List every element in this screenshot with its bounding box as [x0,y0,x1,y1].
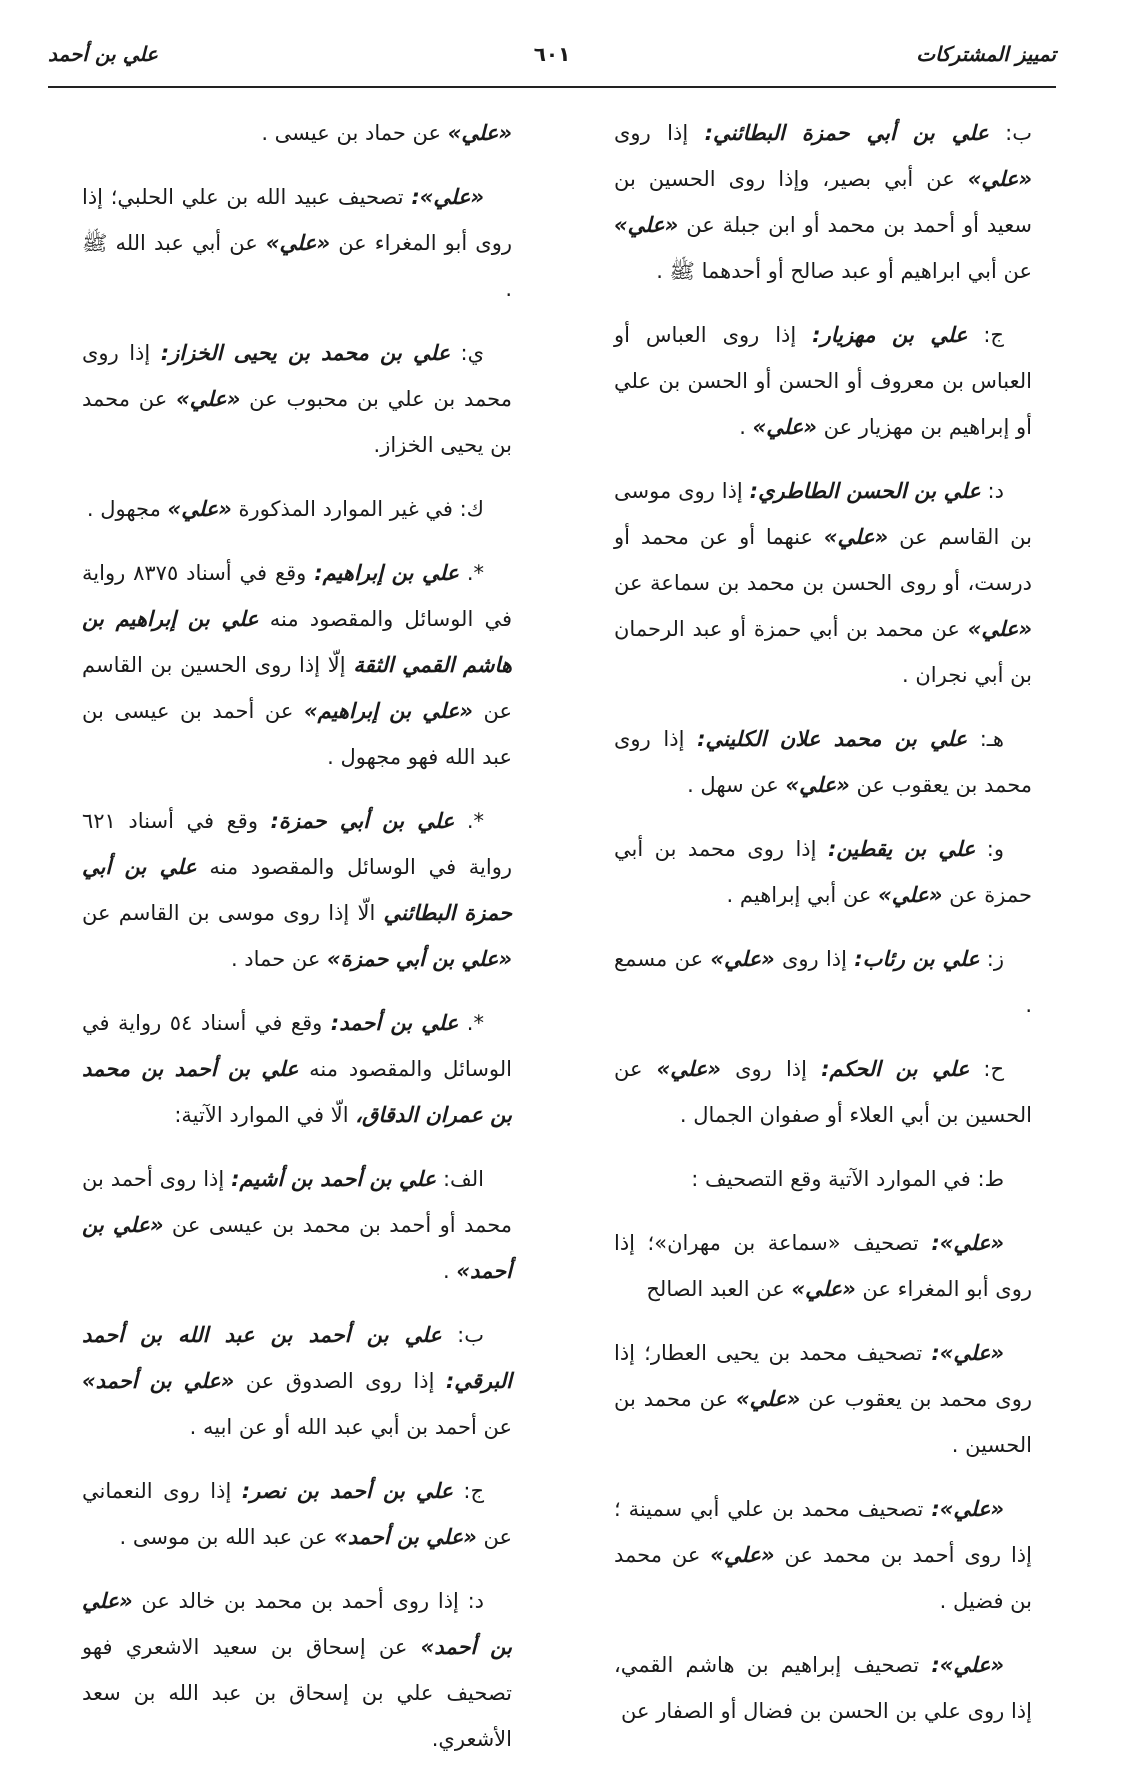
paragraph [82,330,512,468]
paragraph [614,1330,1032,1468]
paragraph [614,1486,1032,1624]
paragraph [82,1468,512,1560]
paragraph [82,110,512,156]
emphasized-text: «علي» [967,167,1032,191]
emphasized-text: علي بن الحسن الطاطري: [749,479,981,503]
text-segment: عن محمد بن فضيل . [614,1543,1032,1613]
paragraph [614,1220,1032,1312]
emphasized-text: علي بن أحمد بن نصر: [241,1479,453,1503]
left-column [82,110,512,1780]
page-number: ٦٠١ [533,42,571,66]
text-segment: ج: [452,1479,484,1503]
emphasized-text: «علي»: [931,1653,1004,1677]
emphasized-text: علي بن محمد بن يحيى الخزاز: [160,341,450,365]
text-segment: ي: [450,341,485,365]
text-segment: ج: [967,323,1004,347]
emphasized-text: «علي» [791,1277,856,1301]
text-segment: إذا روى الصدوق عن [234,1369,446,1393]
paragraph [614,312,1032,450]
text-segment: عن أبي عبد الله ﷺ . [82,231,512,301]
text-segment: عنهما أو عن محمد أو درست، أو روى الحسن بن محمد بن سماعة عن [614,525,1032,595]
emphasized-text: علي بن مهزيار: [812,323,968,347]
paragraph [82,1000,512,1138]
emphasized-text: «علي» [967,617,1032,641]
emphasized-text: «علي بن أحمد» [82,1213,512,1283]
emphasized-text: «علي»: [411,185,484,209]
header-section-title: علي بن أحمد [48,42,158,66]
emphasized-text: علي بن أبي حمزة البطائني [82,855,512,925]
paragraph [614,1156,1032,1202]
text-segment: عن أبي إبراهيم . [726,883,879,907]
text-segment: إذا روى العباس أو العباس بن معروف أو الحسن أو الحسن بن علي أو إبراهيم بن مهزيار عن [614,323,1032,439]
text-segment: عن أحمد بن عيسى بن عبد الله فهو مجهول . [82,699,512,769]
emphasized-text: علي بن الحكم: [821,1057,970,1081]
text-segment: عن حماد بن عيسى . [261,121,448,145]
text-segment: ط: في الموارد الآتية وقع التصحيف : [691,1167,1004,1191]
text-segment: عن العبد الصالح [646,1277,792,1301]
emphasized-text: «علي» [752,415,817,439]
text-segment: الّا في الموارد الآتية: [174,1103,356,1127]
emphasized-text: «علي» [710,947,775,971]
text-segment: عن محمد بن الحسين . [614,1387,1032,1457]
emphasized-text: «علي» [656,1057,721,1081]
emphasized-text: «علي»: [931,1497,1004,1521]
emphasized-text: علي بن أحمد بن عبد الله بن أحمد البرقي: [82,1323,512,1393]
emphasized-text: علي بن إبراهيم بن هاشم القمي الثقة [82,607,512,677]
text-segment: تصحيف محمد بن علي أبي سمينة ؛ إذا روى أحمد بن محمد عن [614,1497,1032,1567]
paragraph [82,1578,512,1762]
emphasized-text: «علي»: [931,1231,1004,1255]
text-segment: إذا روى [614,121,705,145]
text-segment: إذا روى [774,947,855,971]
emphasized-text: «علي» [447,121,512,145]
text-segment: عن الحسين بن أبي العلاء أو صفوان الجمال . [614,1057,1032,1127]
text-segment: إذا روى النعماني عن [82,1479,512,1549]
emphasized-text: «علي» [785,773,850,797]
emphasized-text: «علي بن أحمد» [82,1369,235,1393]
text-segment: . [739,415,753,439]
paragraph [614,1642,1032,1734]
text-segment: الّا إذا روى موسى بن القاسم عن [82,901,384,925]
text-segment: وقع في أسناد ٦٢١ رواية في الوسائل والمقصود منه [82,809,513,879]
paragraph [82,486,512,532]
emphasized-text: «علي»: [931,1341,1004,1365]
emphasized-text: علي بن إبراهيم: [314,561,459,585]
emphasized-text: «علي» [736,1387,801,1411]
emphasized-text: «علي» [265,231,331,255]
text-segment: إذا روى [720,1057,822,1081]
paragraph [614,936,1032,1028]
text-segment: ز: [979,947,1004,971]
emphasized-text: «علي بن أحمد» [82,1589,512,1659]
emphasized-text: علي بن يقطين: [827,837,976,861]
text-segment: ب: [441,1323,484,1347]
text-segment: وقع في أسناد ٨٣٧٥ رواية في الوسائل والمقصود منه [82,561,512,631]
emphasized-text: «علي» [614,213,679,237]
text-segment: عن محمد بن يحيى الخزاز. [82,387,512,457]
text-segment: إذا روى محمد بن يعقوب عن [614,727,1032,797]
text-segment: عن إسحاق بن سعيد الاشعري فهو تصحيف علي بن إسحاق بن عبد الله بن سعد الأشعري. [82,1635,512,1751]
text-segment: د: إذا روى أحمد بن محمد بن خالد عن [132,1589,484,1613]
text-segment: *. [454,809,484,833]
paragraph [82,174,512,312]
text-segment: . [443,1259,457,1283]
text-segment: إلّا إذا روى الحسين بن القاسم عن [82,653,512,723]
emphasized-text: «علي» [167,497,232,521]
paragraph [614,826,1032,918]
text-segment: و: [975,837,1004,861]
text-segment: د: [980,479,1004,503]
text-segment: وقع في أسناد ٥٤ رواية في الوسائل والمقصود منه [82,1011,512,1081]
emphasized-text: «علي» [176,387,241,411]
emphasized-text: «علي» [878,883,943,907]
paragraph [614,110,1032,294]
emphasized-text: علي بن أحمد بن أشيم: [231,1167,437,1191]
paragraph [614,468,1032,698]
text-segment: تصحيف محمد بن يحيى العطار؛ إذا روى محمد بن يعقوب عن [614,1341,1032,1411]
emphasized-text: «علي بن إبراهيم» [303,699,473,723]
paragraph [82,1156,512,1294]
text-segment: إذا روى أحمد بن محمد أو أحمد بن محمد بن عيسى عن [82,1167,512,1237]
running-header [48,30,1056,88]
header-book-title: تمييز المشتركات [916,42,1056,66]
right-column [614,110,1032,1752]
text-segment: عن أبي ابراهيم أو عبد صالح أو أحدهما ﷺ . [656,259,1032,283]
text-segment: عن حماد . [230,947,328,971]
text-segment: إذا روى موسى بن القاسم عن [614,479,1032,549]
text-segment: ب: [988,121,1032,145]
text-segment: عن أحمد بن أبي عبد الله أو عن ابيه . [189,1415,512,1439]
text-segment: تصحيف عبيد الله بن علي الحلبي؛ إذا روى أبو المغراء عن [82,185,512,255]
emphasized-text: «علي» [710,1543,775,1567]
text-segment: الف: [436,1167,484,1191]
text-segment: *. [458,561,484,585]
text-segment: إذا روى محمد بن أبي حمزة عن [614,837,1032,907]
paragraph [82,1312,512,1450]
paragraph [82,550,512,780]
emphasized-text: «علي بن أحمد» [334,1525,477,1549]
paragraph [614,1046,1032,1138]
text-segment: عن مسمع . [614,947,1032,1017]
emphasized-text: علي بن رئاب: [854,947,980,971]
text-segment: هـ: [967,727,1004,751]
emphasized-text: علي بن محمد علان الكليني: [697,727,968,751]
paragraph [614,716,1032,808]
emphasized-text: علي بن أحمد بن محمد بن عمران الدقاق، [82,1057,512,1127]
text-segment: مجهول . [86,497,168,521]
text-segment: ك: في غير الموارد المذكورة [231,497,484,521]
text-segment: ح: [969,1057,1005,1081]
text-segment: تصحيف «سماعة بن مهران»؛ إذا روى أبو المغراء عن [614,1231,1032,1301]
emphasized-text: علي بن أبي حمزة: [270,809,455,833]
emphasized-text: علي بن أحمد: [330,1011,459,1035]
paragraph [82,798,512,982]
text-segment: عن محمد بن أبي حمزة أو عبد الرحمان بن أبي نجران . [614,617,1032,687]
emphasized-text: «علي» [823,525,889,549]
emphasized-text: علي بن أبي حمزة البطائني: [704,121,989,145]
text-segment: تصحيف إبراهيم بن هاشم القمي، إذا روى علي بن الحسن بن فضال أو الصفار عن [614,1653,1032,1723]
text-segment: عن أبي بصير، وإذا روى الحسين بن سعيد أو أحمد بن محمد أو ابن جبلة عن [614,167,1032,237]
text-segment: إذا روى محمد بن علي بن محبوب عن [82,341,512,411]
text-segment: *. [458,1011,484,1035]
emphasized-text: «علي بن أبي حمزة» [327,947,512,971]
text-segment: عن سهل . [687,773,786,797]
text-segment: عن عبد الله بن موسى . [119,1525,335,1549]
